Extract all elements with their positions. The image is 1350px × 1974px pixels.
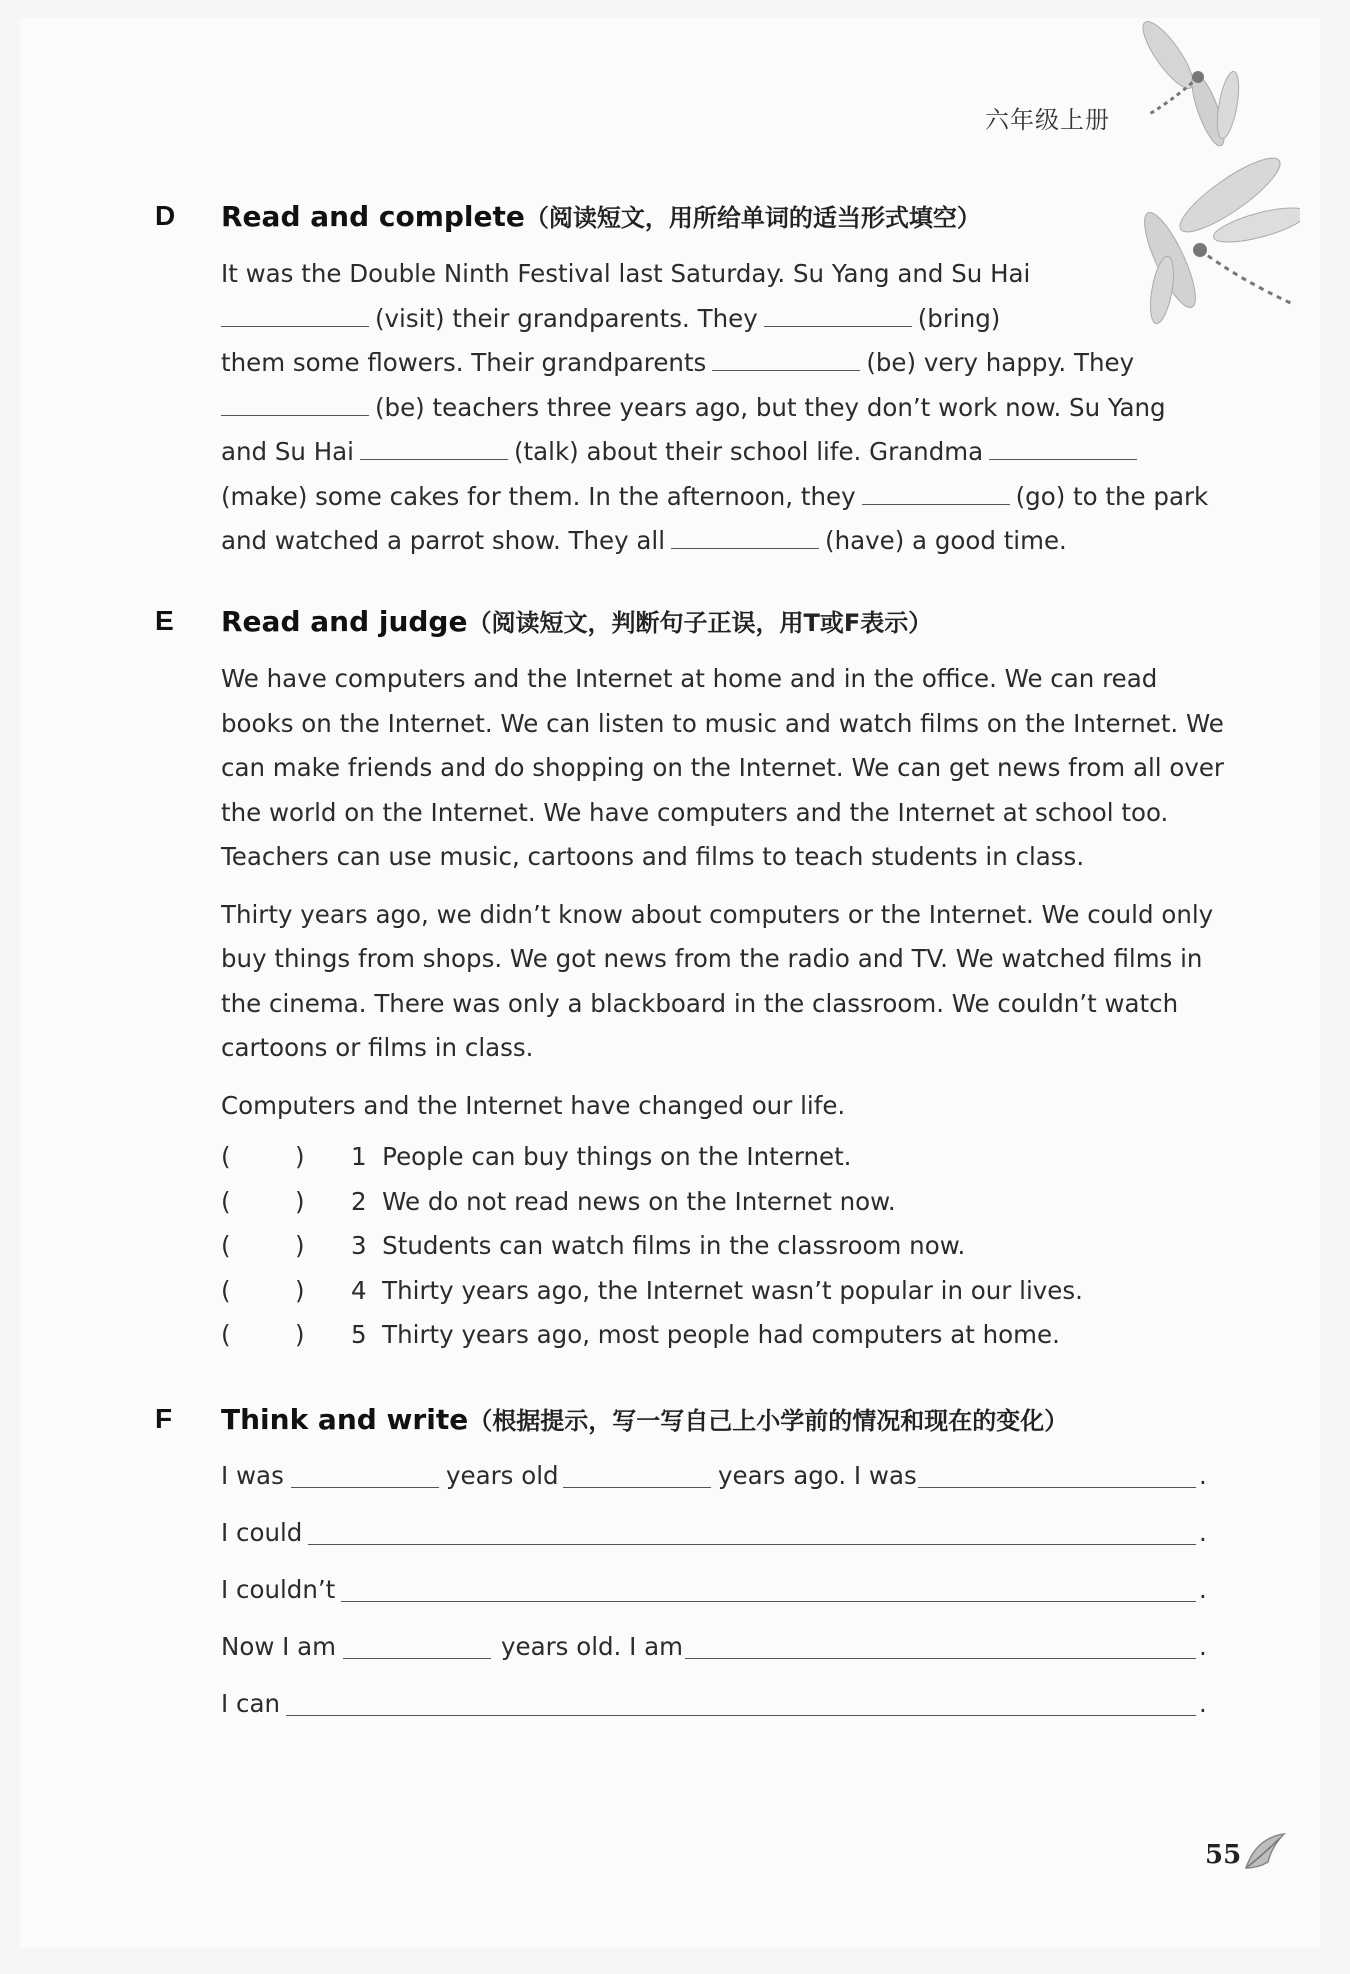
cloze-line-3: them some flowers. Their grandparents (be) very happy. They bbox=[221, 348, 1135, 377]
section-letter: F bbox=[155, 1403, 173, 1434]
dragonfly-top-icon bbox=[1120, 15, 1250, 165]
blank-have[interactable] bbox=[671, 524, 819, 549]
cloze-passage bbox=[221, 252, 1221, 564]
section-title bbox=[221, 1401, 1068, 1437]
leaf-icon bbox=[1242, 1832, 1288, 1872]
paragraph-3: Computers and the Internet have changed our life. bbox=[221, 1090, 846, 1120]
cloze-line-7: and watched a parrot show. They all (have) a good time. bbox=[221, 526, 1067, 555]
write-blank[interactable] bbox=[291, 1461, 439, 1488]
blank-visit[interactable] bbox=[221, 302, 369, 327]
blank-be-1[interactable] bbox=[712, 346, 860, 371]
answer-box[interactable]: ( bbox=[221, 1231, 231, 1260]
cloze-line-6: (make) some cakes for them. In the afternoon, they (go) to the park bbox=[221, 481, 1209, 511]
answer-box[interactable]: ( bbox=[221, 1186, 231, 1216]
grade-label: 六年级上册 bbox=[985, 106, 1110, 134]
write-blank[interactable] bbox=[685, 1632, 1196, 1659]
page-number: 55 bbox=[1205, 1840, 1242, 1870]
reading-passage bbox=[221, 657, 1231, 1128]
write-blank[interactable] bbox=[286, 1689, 1196, 1716]
write-blank[interactable] bbox=[343, 1632, 491, 1659]
cloze-line-1: It was the Double Ninth Festival last Saturday. Su Yang and Su Hai bbox=[221, 259, 1031, 288]
write-blank[interactable] bbox=[308, 1518, 1196, 1545]
section-title bbox=[221, 603, 932, 639]
blank-be-2[interactable] bbox=[221, 391, 369, 416]
section-title-cn: （根据提示，写一写自己上小学前的情况和现在的变化） bbox=[468, 1407, 1069, 1435]
answer-box[interactable]: ( bbox=[221, 1320, 231, 1349]
blank-make[interactable] bbox=[989, 435, 1137, 460]
paragraph-2: Thirty years ago, we didn’t know about computers or the Internet. We could only buy things from shops. We got news from the radio and TV. We watched films in the cinema. There was only a blackboard in the classroom. We couldn’t watch cartoons or films in class. bbox=[221, 899, 1214, 1062]
cloze-line-4: (be) teachers three years ago, but they don’t work now. Su Yang bbox=[221, 386, 1221, 431]
blank-bring[interactable] bbox=[764, 302, 912, 327]
section-title bbox=[221, 198, 981, 234]
write-blank[interactable] bbox=[341, 1575, 1196, 1602]
section-title-cn: （阅读短文，判断句子正误，用T或F表示） bbox=[467, 609, 933, 637]
section-title-en: Think and write bbox=[221, 1403, 469, 1436]
blank-talk[interactable] bbox=[360, 435, 508, 460]
answer-box[interactable]: ( bbox=[221, 1275, 231, 1305]
answer-box[interactable]: ( bbox=[221, 1142, 231, 1171]
write-blank[interactable] bbox=[563, 1461, 711, 1488]
write-blank[interactable] bbox=[918, 1461, 1196, 1488]
cloze-line-2: (visit) their grandparents. They (bring) bbox=[221, 297, 1221, 342]
section-title-en: Read and judge bbox=[221, 605, 468, 638]
section-letter: E bbox=[155, 605, 174, 636]
section-title-cn: （阅读短文，用所给单词的适当形式填空） bbox=[524, 204, 981, 232]
blank-go[interactable] bbox=[862, 480, 1010, 505]
cloze-line-5: and Su Hai (talk) about their school life. Grandma bbox=[221, 430, 1221, 475]
section-letter: D bbox=[155, 200, 176, 231]
paragraph-1: We have computers and the Internet at home and in the office. We can read books on the Internet. We can listen to music and watch films on the Internet. We can make friends and do shopping on the Internet. We can get news from all over the world on the Internet. We have computers and the Internet at school too. Teachers can use music, cartoons and films to teach students in class. bbox=[221, 664, 1225, 871]
section-title-en: Read and complete bbox=[221, 200, 525, 233]
